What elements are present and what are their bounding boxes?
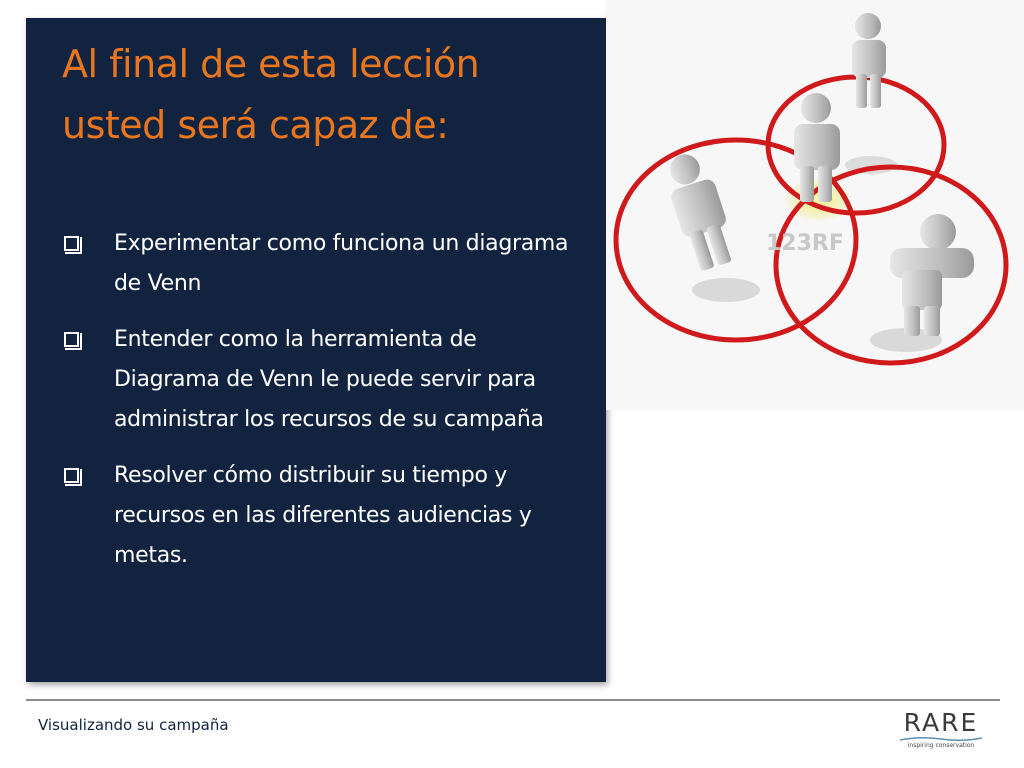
slide-title-line-1: Al final de esta lección — [62, 42, 480, 86]
logo-word: RARE — [903, 708, 979, 737]
person-figure-icon — [852, 13, 886, 108]
checkbox-bullet-icon — [64, 332, 79, 347]
slide-title-line-2: usted será capaz de: — [62, 103, 449, 147]
slide-title — [62, 34, 582, 156]
list-item — [62, 456, 582, 576]
venn-people-image — [606, 0, 1024, 410]
objectives-list — [62, 224, 582, 592]
shadow-shape — [692, 278, 760, 302]
checkbox-bullet-icon — [64, 468, 79, 483]
footer-divider — [26, 699, 1000, 701]
person-figure-icon — [659, 148, 739, 273]
list-item-text: Experimentar como funciona un diagrama de Venn — [114, 231, 569, 296]
rare-logo — [896, 708, 986, 752]
list-item-text: Entender como la herramienta de Diagrama de Venn le puede servir para administrar los recursos de su campaña — [114, 327, 544, 432]
logo-tagline: inspiring conservation — [907, 742, 975, 749]
list-item — [62, 320, 582, 440]
list-item — [62, 224, 582, 304]
list-item-text: Resolver cómo distribuir su tiempo y recursos en las diferentes audiencias y metas. — [114, 463, 532, 568]
person-figure-icon — [890, 214, 974, 336]
footer-title: Visualizando su campaña — [38, 716, 229, 734]
watermark-text: 123RF — [766, 231, 844, 256]
content-panel — [26, 18, 606, 682]
checkbox-bullet-icon — [64, 236, 79, 251]
venn-people-illustration — [606, 0, 1024, 410]
